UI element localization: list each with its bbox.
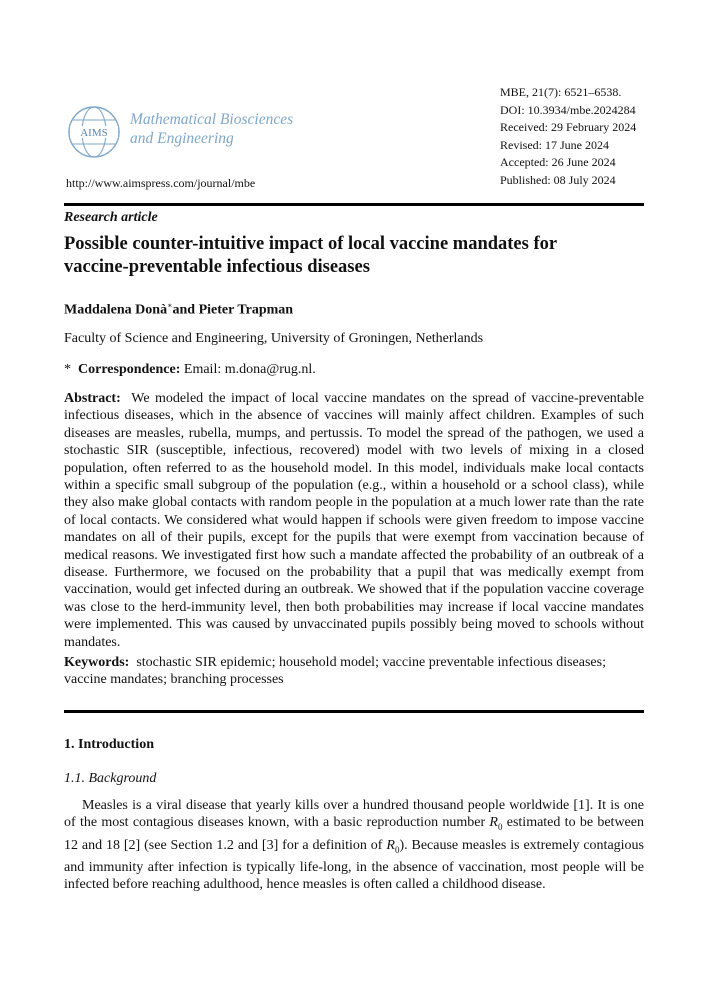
correspondence-email[interactable]: Email: m.dona@rug.nl. xyxy=(183,362,316,377)
journal-name-line2: and Engineering xyxy=(130,130,234,147)
author-1: Maddalena Donà xyxy=(64,302,168,318)
article-title: Possible counter-intuitive impact of local vaccine mandates for vaccine-preventable infectious diseases xyxy=(64,234,558,277)
journal-name-line1: Mathematical Biosciences xyxy=(130,111,294,128)
meta-received: Received: 29 February 2024 xyxy=(500,120,637,135)
journal-name xyxy=(130,110,293,148)
keywords-label: Keywords: xyxy=(64,655,130,670)
article-meta xyxy=(500,84,636,190)
aims-logo-icon xyxy=(66,104,122,160)
svg-text:AIMS: AIMS xyxy=(80,127,108,139)
section-heading: 1. Introduction xyxy=(64,737,154,752)
keywords xyxy=(64,654,644,689)
author-mark: ∗ xyxy=(167,301,173,310)
abstract-divider xyxy=(64,710,644,713)
abstract-label: Abstract: xyxy=(64,391,121,406)
journal-url-link[interactable]: http://www.aimspress.com/journal/mbe xyxy=(66,176,256,190)
meta-accepted: Accepted: 26 June 2024 xyxy=(500,155,616,170)
abstract xyxy=(64,390,644,651)
abstract-text: We modeled the impact of local vaccine mandates on the spread of vaccine-preventable infectious diseases, which in the absence of vaccines will mainly affect children. Examples of such diseases are measles, rubella, mumps, and pertussis. To model the spread of the pathogen, we used a stochastic SIR (susceptible, infectious, recovered) model with two levels of mixing in a closed population, often referred to as the household model. In this model, individuals make local contacts within a specific small subgroup of the population (e.g., within a household or a school class), while they also make global contacts with random people in the population at a much lower rate than the rate of local contacts. We considered what would happen if schools were given freedom to impose vaccine mandates on all of their pupils, except for the pupils that were exempt from vaccination because of medical reasons. We investigated first how such a mandate affected the probability of an outbreak of a disease. Furthermore, we focused on the probability that a pupil that was medically exempt from vaccination, would get infected during an outbreak. We showed that if the population vaccine coverage was close to the herd-immunity level, then both probabilities may increase if local vaccine mandates were implemented. This was caused by unvaccinated pupils possibly being moved to schools without mandates. xyxy=(64,391,644,650)
correspondence: * Correspondence: Email: m.dona@rug.nl. xyxy=(64,362,316,377)
affiliation: Faculty of Science and Engineering, University of Groningen, Netherlands xyxy=(64,331,484,346)
header-divider xyxy=(64,203,644,206)
meta-citation: MBE, 21(7): 6521–6538. xyxy=(500,85,622,99)
subsection-heading: 1.1. Background xyxy=(64,771,157,786)
meta-revised: Revised: 17 June 2024 xyxy=(500,137,609,152)
authors xyxy=(64,301,293,319)
meta-doi[interactable]: DOI: 10.3934/mbe.2024284 xyxy=(500,102,636,117)
author-2: and Pieter Trapman xyxy=(172,302,294,318)
keywords-text: stochastic SIR epidemic; household model; vaccine preventable infectious diseases; vaccine mandates; branching processes xyxy=(64,655,606,688)
intro-paragraph: Measles is a viral disease that yearly kills over a hundred thousand people worldwide [1]. It is one of the most contagious diseases known, with a basic reproduction number $R_0$ estimated to be between 12 and 18 [2] (see Section 1.2 and [3] for a definition of $R_0$). Because measles is extremely contagious and immunity after infection is typically life-long, in the absence of vaccination, most people will be infected before reaching adulthood, hence measles is often called a childhood disease. xyxy=(64,798,644,893)
article-type: Research article xyxy=(64,210,158,225)
meta-published: Published: 08 July 2024 xyxy=(500,172,616,187)
